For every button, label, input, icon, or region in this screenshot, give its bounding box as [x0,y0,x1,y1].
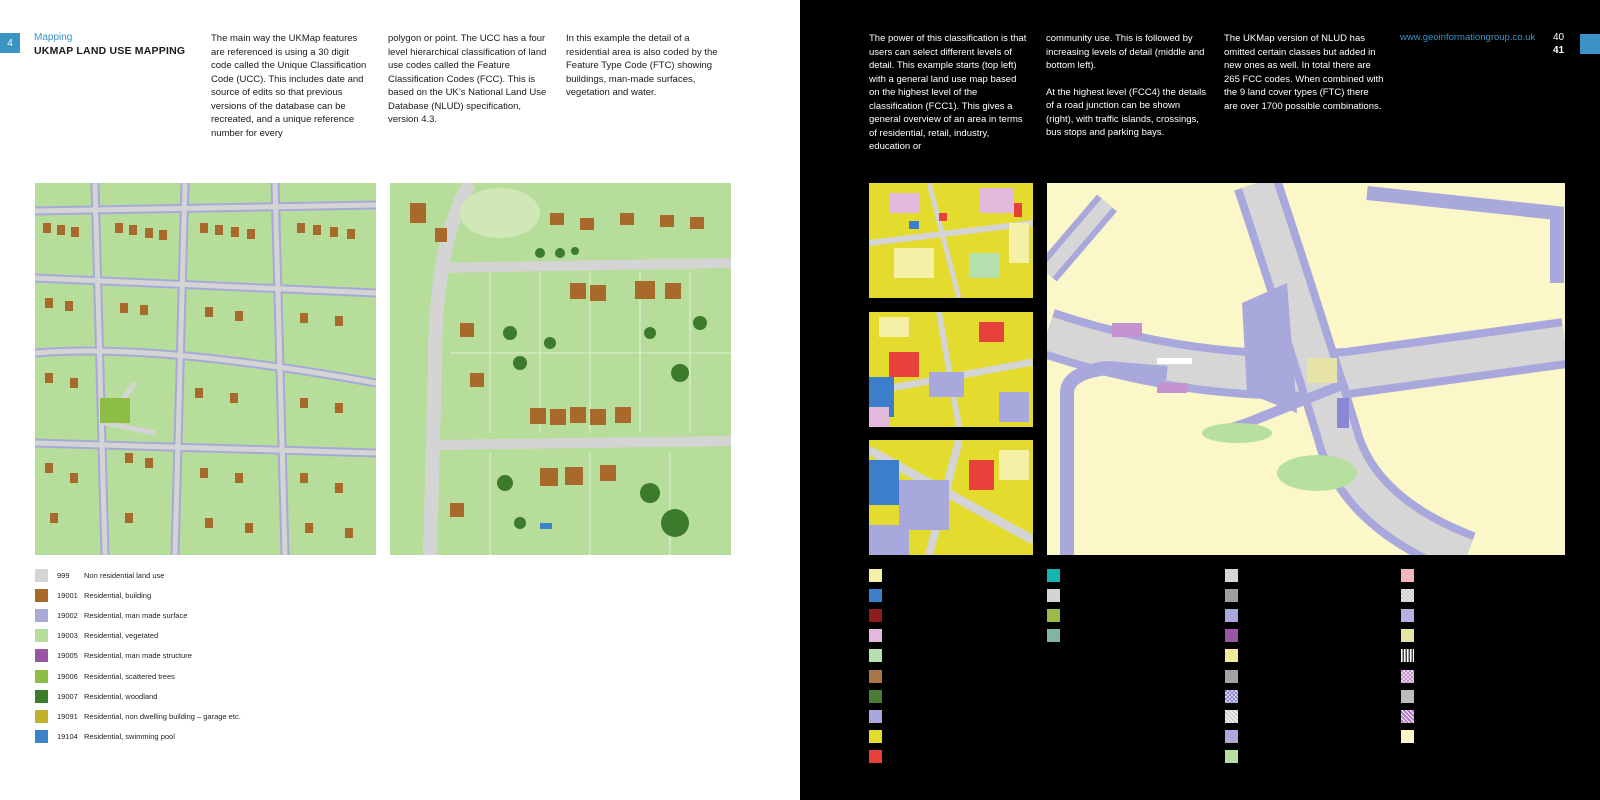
legend-item [869,565,1019,585]
land-use-legend [869,565,1019,767]
legend-item [1401,565,1546,585]
legend-code: 12 [1247,711,1256,721]
residential-map-overview [35,183,376,555]
legend-code: 19002 [57,610,78,620]
legend-label: 13 Legal facilities [891,610,949,620]
legend-label: Non transport land use [1436,732,1512,742]
legend-label: Cycle lane on road [1436,691,1499,701]
page-tab-right [1580,34,1600,54]
legend-code: 10 [1247,671,1256,681]
legend-label: Hashed zone [1263,711,1308,721]
text-column-3: In this example the detail of a residential area is also coded by the Feature Type Code (FTC) showing buildings, man-made surfaces, vegetation and water. [566,33,718,98]
legend-swatch [869,730,882,743]
legend-label: 24 Utilities [1069,631,1104,641]
legend-item [35,706,241,726]
legend-item [35,605,241,625]
legend-swatch [1401,569,1414,582]
section-kicker: Mapping [34,32,73,43]
legend-code: 0 [1247,570,1252,580]
legend-swatch [869,629,882,642]
legend-swatch [869,670,882,683]
legend-swatch [1225,710,1238,723]
legend-code: 19001 [57,590,78,600]
legend-code: 13 [1247,732,1256,742]
legend-label: Residential, scattered trees [84,671,175,681]
legend-label: 23 Natural features [1069,610,1133,620]
legend-label: Car park [1263,651,1292,661]
legend-item [869,686,1019,706]
page-number-40: 40 [1553,32,1565,43]
legend-swatch [1225,730,1238,743]
legend-code: 2 [1247,610,1252,620]
residential-map-detail [390,183,731,555]
legend-code: 19003 [57,631,78,641]
legend-item [1047,565,1133,585]
legend-code: 31 [1423,711,1432,721]
legend-item [869,747,1019,767]
legend-code: 11 [1247,691,1255,701]
legend-label: Green verges [1263,752,1309,762]
transport-legend-2 [1401,565,1546,747]
text-paragraph: At the highest level (FCC4) the details of a road junction can be shown (right), with traffic islands, crossings, bus stops and parking bays. [1046,86,1206,138]
legend-item [1401,646,1546,666]
legend-label: Residential, non dwelling building – garage etc. [84,711,241,721]
page-title: UKMAP LAND USE MAPPING [34,45,186,57]
legend-item [1047,585,1133,605]
legend-code: 19104 [57,732,78,742]
legend-swatch [869,750,882,763]
legend-label: Walkway [1263,631,1293,641]
legend-swatch [1047,609,1060,622]
legend-code: 28 [1423,651,1432,661]
legend-label: Non residential land use [84,570,165,580]
legend-code: 4 [1247,631,1252,641]
legend-code: 19091 [57,711,78,721]
legend-swatch [869,690,882,703]
legend-item [35,646,241,666]
legend-label: Light controlled crossing [1263,671,1344,681]
legend-swatch [1401,670,1414,683]
legend-swatch [35,649,48,662]
legend-label: 11 Agriculture or open ground [891,570,990,580]
legend-label: Speed humps [1436,570,1483,580]
legend-item [1225,585,1344,605]
legend-item [1401,686,1546,706]
legend-item [1225,565,1344,585]
website-link[interactable]: www.geoinformationgroup.co.uk [1400,32,1536,43]
text-paragraph: community use. This is followed by increasing levels of detail (middle and bottom left). [1046,33,1205,71]
legend-label: Residential, woodland [84,691,158,701]
legend-swatch [35,690,48,703]
legend-label: Residential, swimming pool [84,732,175,742]
legend-item [1401,666,1546,686]
legend-swatch [1225,609,1238,622]
legend-item [35,565,241,585]
land-use-legend-2 [1047,565,1133,646]
legend-swatch [1225,670,1238,683]
legend-label: 22 Transport [1069,590,1112,600]
page-tab [0,33,20,53]
legend-item [1047,626,1133,646]
legend-item [869,727,1019,747]
legend-swatch [35,589,48,602]
legend-item [1225,706,1344,726]
legend-code: 17 [1423,610,1432,620]
fcc1-map [869,183,1033,298]
legend-label: Residential, vegetated [84,631,159,641]
legend-swatch [1225,569,1238,582]
legend-swatch [1401,649,1414,662]
legend-code: 14 [1247,752,1256,762]
legend-code: 29 [1423,671,1432,681]
legend-item [869,646,1019,666]
legend-code: 1 [1247,590,1252,600]
legend-item [1401,626,1546,646]
left-legend [35,565,241,747]
legend-label: 18 Offices [891,711,925,721]
legend-item [1401,605,1546,625]
legend-item [35,666,241,686]
legend-swatch [1225,649,1238,662]
legend-label: 17 Mineral extraction [891,691,961,701]
legend-swatch [1047,569,1060,582]
legend-swatch [1225,589,1238,602]
legend-swatch [35,569,48,582]
legend-item [35,626,241,646]
legend-label: Pedestrian precinct [1263,610,1328,620]
legend-swatch [869,609,882,622]
legend-swatch [1401,690,1414,703]
legend-item [869,605,1019,625]
legend-code: 30 [1423,691,1432,701]
legend-swatch [869,710,882,723]
legend-label: Bus lane on road [1436,711,1493,721]
legend-label: 14 Education [891,631,935,641]
legend-item [1047,605,1133,625]
legend-item [1225,605,1344,625]
legend-code: 16 [1423,590,1432,600]
legend-label: Keep clear zone/No parking area [1436,631,1546,641]
legend-label: 20 Retail [891,752,921,762]
legend-code: 8 [1247,651,1252,661]
legend-item [869,626,1019,646]
legend-label: Parking area [1436,590,1479,600]
legend-label: Carriageway only [1263,570,1321,580]
text-column-2 [1046,32,1206,140]
legend-code: 15 [1423,570,1432,580]
legend-code: 999 [57,570,70,580]
page-tab-number: 4 [7,37,13,49]
legend-label: 21 Bulk storage [1069,570,1122,580]
legend-item [869,585,1019,605]
legend-swatch [869,569,882,582]
legend-code: 99 [1423,732,1432,742]
legend-label: Pavement [1263,732,1297,742]
legend-swatch [35,730,48,743]
legend-swatch [1401,730,1414,743]
text-column-3: The UKMap version of NLUD has omitted certain classes but added in new ones as well. In total there are 265 FCC codes. When combined with the 9 land cover types (FTC) there are over 1700 possible combinations. [1224,33,1384,112]
legend-swatch [869,589,882,602]
legend-label: 12 Healthcare and community facilities [891,590,1020,600]
legend-item [869,666,1019,686]
legend-item [1225,686,1344,706]
fcc2-map [869,312,1033,427]
legend-code: 19005 [57,651,78,661]
legend-item [35,585,241,605]
legend-swatch [1401,609,1414,622]
legend-label: Residential, building [84,590,152,600]
legend-swatch [1225,629,1238,642]
legend-code: 19007 [57,691,78,701]
legend-label: Bus stop [1436,671,1466,681]
legend-label: Traffic island [1263,691,1306,701]
text-column-1: The power of this classification is that users can select different levels of detail. This example starts (top left) with a general land use map based on the highest level of the classification (FCC1). This gives a general overview of an area in terms of residential, retail, industry, education or [869,33,1027,152]
legend-label: 16 Industrial and commercial [891,671,987,681]
legend-swatch [35,609,48,622]
legend-label: Pedestrian zone [1436,610,1491,620]
legend-code: 19006 [57,671,78,681]
legend-label: 19 Residential and communal [891,732,990,742]
text-column-1: The main way the UKMap features are referenced is using a 30 digit code called the Unique Classification Code (UCC). This includes date and source of edits so that previous versions of the database can be recreated, and a unique reference number for every [211,33,367,139]
legend-code: 18 [1423,631,1432,641]
legend-label: 15 Tourism, sport and leisure [891,651,988,661]
legend-item [1225,626,1344,646]
legend-item [1225,666,1344,686]
legend-swatch [1225,750,1238,763]
fcc4-road-junction-map [1047,183,1565,555]
legend-swatch [869,649,882,662]
legend-item [35,727,241,747]
legend-swatch [1401,710,1414,723]
fcc3-map [869,440,1033,555]
legend-item [1401,585,1546,605]
legend-swatch [1047,589,1060,602]
transport-legend [1225,565,1344,767]
legend-item [1225,747,1344,767]
legend-swatch [1225,690,1238,703]
legend-swatch [1401,589,1414,602]
legend-item [1401,706,1546,726]
legend-swatch [35,670,48,683]
legend-item [35,686,241,706]
legend-item [1225,727,1344,747]
legend-swatch [1047,629,1060,642]
legend-label: Footpath [1263,590,1293,600]
legend-label: Residential, man made structure [84,651,192,661]
legend-swatch [35,710,48,723]
legend-swatch [35,629,48,642]
page-number-41: 41 [1553,45,1565,56]
legend-swatch [1401,629,1414,642]
legend-label: Residential, man made surface [84,610,188,620]
legend-item [1401,727,1546,747]
text-column-2: polygon or point. The UCC has a four level hierarchical classification of land use codes called the Feature Classification Codes (FCC). This is based on the UK’s National Land Use Database (NLUD) specification, version 4.3. [388,33,547,125]
legend-item [1225,646,1344,666]
legend-label: Zebra crossing [1436,651,1486,661]
legend-item [869,706,1019,726]
